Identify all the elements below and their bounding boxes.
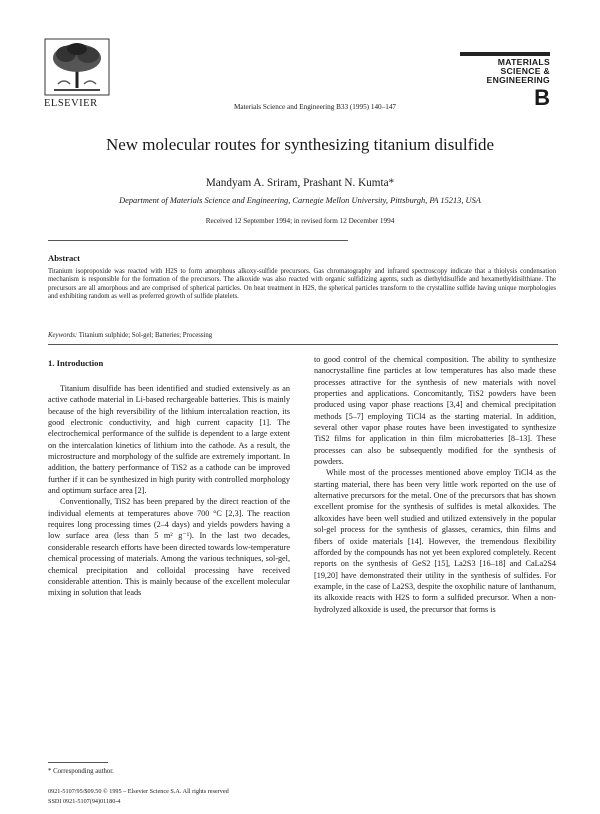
keywords-label: Keywords: (48, 332, 78, 339)
divider (48, 344, 558, 345)
section-heading: 1. Introduction (48, 358, 104, 368)
body-column-right (314, 354, 556, 615)
divider (48, 240, 348, 241)
body-paragraph: to good control of the chemical composition. The ability to synthesize nanocrystalline fine particles at low temperatures has also made these processes attractive for the synthesis of new materials with novel properties and applications. Concomitantly, TiS2 powders have been produced using vapor phase reactions [3,4] and chemical precipitation methods [5–7] employing TiCl4 as the starting material. In addition, several other vapor phase routes have been investigated to synthesize TiS2 films for application in thin film microbatteries [8–13]. These processes can also be subsequently modified for the synthesis of powders. (314, 355, 556, 467)
body-paragraph: Titanium disulfide has been identified and studied extensively as an active cathode material in Li-based rechargeable batteries. This is mainly because of the high reversibility of the lithium intercalation reaction, its good electronic conductivity, and high current capacity [1]. The electrochemical performance of the sulfide is dependent to a large extent on the intercalation kinetics of lithium into the cathode. As a result, the microstructure and morphology of the sulfide are extremely important. In addition, the battery performance of TiS2 as a cathode can be improved further if it can be synthesized in high purity with controlled morphology and optimum surface area [2]. (48, 384, 290, 496)
footnote: * Corresponding author. (48, 768, 114, 775)
copyright-line: 0921-5107/95/$09.50 © 1995 – Elsevier Science S.A. All rights reserved (48, 788, 229, 795)
publisher-logo (44, 38, 110, 96)
journal-reference: Materials Science and Engineering B33 (1995) 140–147 (233, 103, 397, 111)
badge-line: MATERIALS (497, 57, 550, 67)
body-paragraph: Conventionally, TiS2 has been prepared by the direct reaction of the individual elements at temperatures above 700 °C [2,3]. The reaction requires long processing times (2–4 days) and yields powders having a low surface area (less than 5 m² g⁻¹). In the last two decades, considerable research efforts have been directed towards low-temperature chemical processing of materials. Among the various techniques, sol-gel, chemical precipitation and colloidal processing have received considerable attention. This is mainly because of the excellent molecular mixing in solution that leads (48, 497, 290, 598)
publisher-name: ELSEVIER (44, 98, 98, 109)
journal-badge (460, 52, 550, 109)
footnote-rule (48, 762, 108, 763)
badge-rule (460, 52, 550, 56)
body-column-left (48, 383, 290, 599)
abstract-heading: Abstract (48, 253, 80, 263)
badge-line: SCIENCE & (500, 66, 550, 76)
article-authors: Mandyam A. Sriram, Prashant N. Kumta* (205, 177, 395, 189)
keywords-text: Titanium sulphide; Sol-gel; Batteries; Processing (78, 332, 213, 339)
keywords-line (48, 332, 556, 339)
body-paragraph: While most of the processes mentioned above employ TiCl4 as the starting material, there has been very little work reported on the use of alternative precursors for the metal. One of the precursors that has shown excellent promise for the synthesis of sulfides is metal alkoxides. The alkoxides have been well studied and utilized extensively in the popular sol-gel process for the synthesis of glasses, ceramics, thin films and fibers of oxide materials [14]. However, the tremendous flexibility afforded by the compounds has not yet been explored completely. Recent reports on the synthesis of GeS2 [15], La2S3 [16–18] and CaLa2S4 [19,20] have demonstrated their utility in the synthesis of sulfides. For example, in the case of La2S3, despite the oxophilic nature of lanthanum, its alkoxide reacts with H2S to form a sulfided precursor. When a non-hydrolyzed alkoxide is used, the precursor that forms is (314, 468, 556, 614)
ssdi-line: SSDI 0921-5107(94)01180-4 (48, 798, 121, 805)
received-dates: Received 12 September 1994; in revised form 12 December 1994 (205, 217, 395, 225)
badge-line: ENGINEERING (486, 75, 550, 85)
author-affiliation: Department of Materials Science and Engineering, Carnegie Mellon University, Pittsburgh, PA 15213, USA (119, 196, 481, 205)
badge-section-letter: B (534, 85, 550, 110)
abstract-text: Titanium isopropoxide was reacted with H2S to form amorphous alkoxy-sulfide precursors. Gas chromatography and infrared spectroscopy indicate that a thiolysis condensation mechanism is responsible for the formation of the precursors. The alkoxide was also reacted with organic sulfidizing agents, such as diethyldisulfide and hexamethyldisilthiane. The precursors are all amorphous and are comprised of spherical particles. On heat treatment in H2S, the spherical particles transform to the crystalline sulfide having unique morphologies and exhibiting random as well as preferred growth of sulfide platelets. (48, 268, 556, 301)
article-title: New molecular routes for synthesizing titanium disulfide (105, 135, 495, 154)
